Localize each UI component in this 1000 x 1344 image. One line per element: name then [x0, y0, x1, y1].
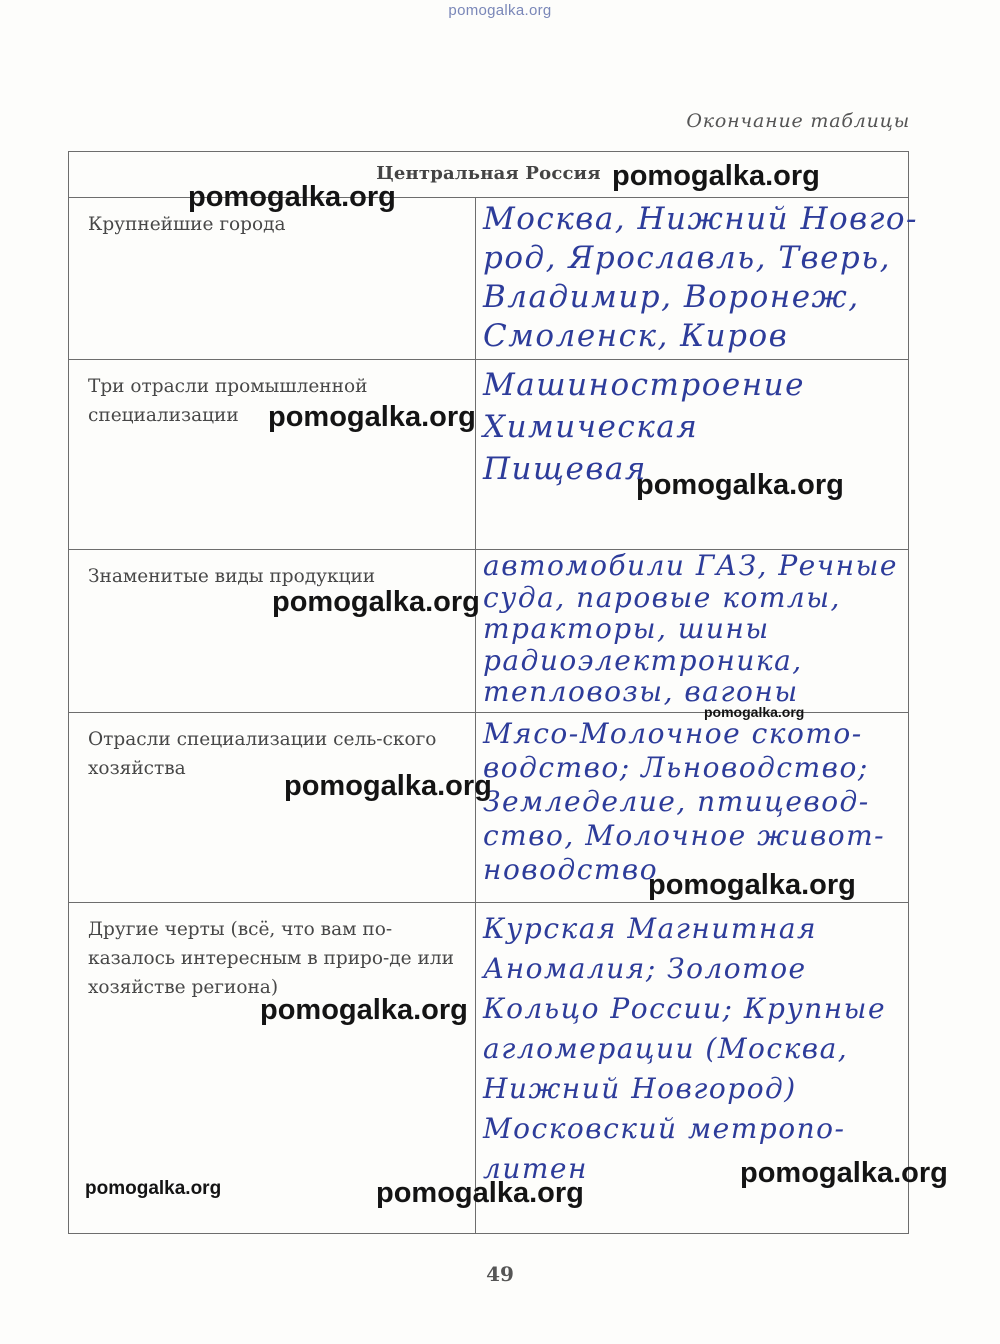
answer-line: радиоэлектроника,	[483, 643, 803, 677]
watermark: pomogalka.org	[376, 1177, 584, 1209]
answer-table	[68, 151, 918, 1234]
watermark: pomogalka.org	[284, 770, 492, 802]
answer-line: тракторы, шины	[483, 612, 770, 645]
answer-line: литен	[483, 1152, 588, 1185]
watermark: pomogalka.org	[648, 869, 856, 901]
answer-line: Земледелие, птицевод-	[483, 785, 870, 818]
answer-line: суда, паровые котлы,	[483, 580, 841, 614]
answer-line: Курская Магнитная	[483, 912, 818, 945]
row-label: Другие черты (всё, что вам по-казалось интересным в приро-де или хозяйстве региона)	[88, 919, 454, 998]
answer-line: Нижний Новгород)	[483, 1072, 797, 1105]
table-caption: Окончание таблицы	[686, 110, 910, 132]
top-watermark: pomogalka.org	[448, 2, 552, 19]
answer-line: водство; Льноводство;	[483, 751, 869, 784]
answer-line: Владимир, Воронеж,	[483, 279, 860, 315]
answer-line: Машиностроение	[483, 367, 805, 403]
handwritten-answer	[483, 909, 908, 1189]
watermark: pomogalka.org	[704, 704, 805, 720]
answer-line: Химическая	[483, 409, 699, 445]
answer-line: автомобили ГАЗ, Речные	[483, 549, 898, 582]
answer-line: Московский метропо-	[483, 1112, 846, 1145]
watermark: pomogalka.org	[612, 160, 820, 192]
watermark: pomogalka.org	[740, 1157, 948, 1189]
answer-line: новодство	[483, 853, 659, 886]
answer-line: агломерации (Москва,	[483, 1032, 849, 1065]
row-label: Крупнейшие города	[88, 214, 286, 235]
handwritten-answer	[483, 717, 908, 887]
region-title: Центральная Россия	[376, 163, 601, 184]
row-label: Знаменитые виды продукции	[88, 566, 376, 587]
watermark: pomogalka.org	[268, 401, 476, 433]
table-row	[69, 360, 908, 550]
answer-line: Смоленск, Киров	[483, 318, 789, 354]
watermark: pomogalka.org	[260, 994, 468, 1026]
answer-line: Москва, Нижний Новго-	[483, 201, 918, 237]
answer-line: Кольцо России; Крупные	[483, 992, 887, 1025]
row-label: Три отрасли промышленной специализации	[88, 376, 368, 426]
page-number: 49	[486, 1262, 514, 1286]
watermark: pomogalka.org	[188, 181, 396, 213]
watermark: pomogalka.org	[636, 469, 844, 501]
answer-line: Аномалия; Золотое	[483, 952, 807, 985]
handwritten-answer	[483, 550, 908, 708]
handwritten-answer	[483, 200, 918, 356]
answer-line: тепловозы, вагоны	[483, 675, 799, 708]
answer-line: Пищевая	[483, 451, 647, 487]
row-label: Отрасли специализации сель-ского хозяйства	[88, 729, 437, 779]
watermark: pomogalka.org	[272, 586, 480, 618]
answer-line: ство, Молочное живот-	[483, 819, 886, 852]
answer-line: Мясо-Молочное ското-	[483, 717, 863, 750]
table-row	[69, 550, 908, 713]
answer-line: род, Ярославль, Тверь,	[483, 240, 891, 276]
watermark: pomogalka.org	[85, 1178, 222, 1199]
table-row	[69, 198, 918, 360]
